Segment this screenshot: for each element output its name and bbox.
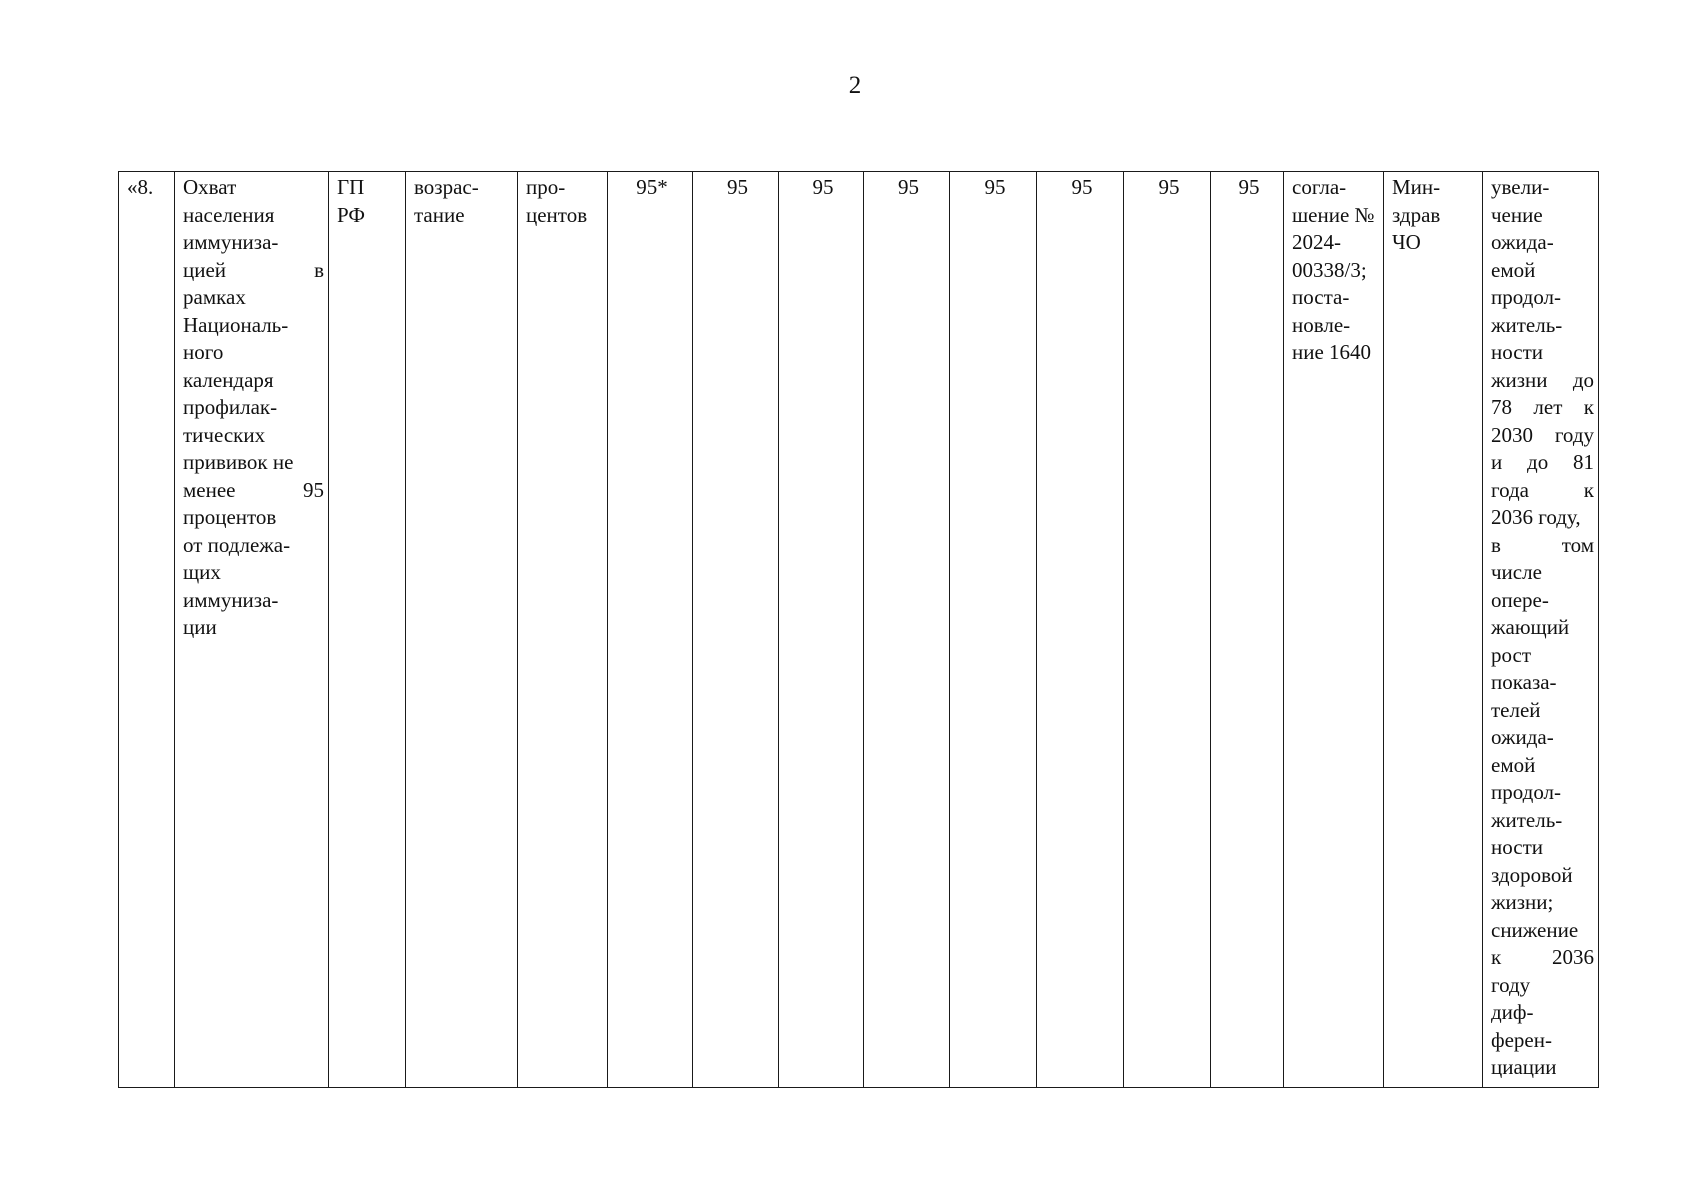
text-line: чение bbox=[1491, 202, 1543, 227]
value-cell bbox=[1037, 172, 1124, 1088]
text-line: опере- bbox=[1491, 587, 1549, 612]
text-line bbox=[183, 257, 324, 285]
word: году bbox=[1554, 422, 1594, 447]
text-line: календаря bbox=[183, 367, 274, 392]
national-goal bbox=[1491, 174, 1594, 1082]
indicator-name-cell bbox=[175, 172, 329, 1088]
text-line: шение № bbox=[1292, 202, 1375, 227]
level bbox=[337, 174, 401, 229]
document-reference bbox=[1292, 174, 1379, 367]
word: до bbox=[1527, 450, 1549, 474]
row-number-cell bbox=[119, 172, 175, 1088]
text-line: телей bbox=[1491, 697, 1541, 722]
text-line: продол- bbox=[1491, 780, 1562, 804]
text-line: увели- bbox=[1491, 175, 1550, 199]
word: 2036 bbox=[1552, 945, 1594, 969]
text-line: согла- bbox=[1292, 175, 1347, 199]
text-line: ние 1640 bbox=[1292, 340, 1372, 364]
text-line: процентов bbox=[183, 505, 277, 529]
value-cell bbox=[1211, 172, 1284, 1088]
word: цией bbox=[183, 257, 227, 282]
row-number: «8. bbox=[127, 175, 154, 199]
text-line: новле- bbox=[1292, 312, 1351, 337]
value-cell bbox=[693, 172, 779, 1088]
word: к bbox=[1491, 945, 1502, 969]
word: к bbox=[1583, 477, 1594, 502]
text-line: емой bbox=[1491, 257, 1536, 282]
text-line: ГП bbox=[337, 175, 365, 199]
text-line: тических bbox=[183, 422, 266, 447]
text-line: ного bbox=[183, 340, 224, 364]
text-line: ции bbox=[183, 615, 217, 639]
unit bbox=[526, 174, 603, 229]
unit-cell bbox=[518, 172, 608, 1088]
word: и bbox=[1491, 450, 1503, 474]
word: менее bbox=[183, 477, 236, 502]
text-line: щих bbox=[183, 560, 221, 584]
word: года bbox=[1491, 477, 1529, 502]
text-line: ности bbox=[1491, 835, 1543, 859]
text-line: центов bbox=[526, 202, 588, 227]
trend bbox=[414, 174, 513, 229]
text-line: иммуниза- bbox=[183, 230, 279, 254]
text-line: циации bbox=[1491, 1055, 1557, 1079]
word: до bbox=[1572, 367, 1594, 392]
word: в bbox=[1491, 532, 1501, 557]
text-line: ЧО bbox=[1392, 230, 1421, 254]
text-line: про- bbox=[526, 175, 566, 199]
text-line: продол- bbox=[1491, 285, 1562, 309]
text-line: возрас- bbox=[414, 175, 479, 199]
value-cell bbox=[864, 172, 950, 1088]
value-text: 95* bbox=[636, 175, 668, 199]
text-line: 2036 году, bbox=[1491, 505, 1581, 529]
value-cell bbox=[950, 172, 1037, 1088]
word: в bbox=[314, 257, 324, 282]
word: лет bbox=[1533, 395, 1563, 419]
word: 78 bbox=[1491, 395, 1512, 419]
word: жизни bbox=[1491, 367, 1548, 392]
text-line: житель- bbox=[1491, 312, 1563, 337]
text-line bbox=[1491, 422, 1594, 450]
text-line bbox=[1491, 944, 1594, 972]
goal-cell bbox=[1483, 172, 1599, 1088]
text-line: ожида- bbox=[1491, 230, 1554, 254]
text-line: населения bbox=[183, 202, 275, 227]
value-text: 95 bbox=[1158, 175, 1180, 199]
text-line bbox=[1491, 449, 1594, 477]
indicator-name bbox=[183, 174, 324, 642]
text-line: 2024- bbox=[1292, 230, 1341, 254]
value-cell bbox=[608, 172, 693, 1088]
word: 95 bbox=[303, 477, 324, 502]
responsible-cell bbox=[1384, 172, 1483, 1088]
text-line bbox=[183, 477, 324, 505]
value-text: 95 bbox=[898, 175, 919, 199]
document-cell bbox=[1284, 172, 1384, 1088]
word: 81 bbox=[1573, 450, 1594, 474]
text-line: снижение bbox=[1491, 917, 1579, 942]
value-cell bbox=[1124, 172, 1211, 1088]
value-text: 95 bbox=[727, 175, 748, 199]
text-line: числе bbox=[1491, 560, 1542, 584]
responsible bbox=[1392, 174, 1478, 257]
value-text: 95 bbox=[1238, 175, 1260, 199]
text-line: Охват bbox=[183, 175, 237, 199]
page-number: 2 bbox=[848, 72, 862, 99]
text-line: профилак- bbox=[183, 395, 278, 419]
text-line: году bbox=[1491, 972, 1531, 997]
text-line: диф- bbox=[1491, 1000, 1534, 1024]
text-line: здоровой bbox=[1491, 862, 1573, 887]
text-line: РФ bbox=[337, 202, 365, 227]
text-line: от подлежа- bbox=[183, 532, 291, 557]
text-line: иммуниза- bbox=[183, 587, 279, 612]
text-line: жающий bbox=[1491, 615, 1570, 639]
text-line: показа- bbox=[1491, 670, 1557, 694]
value-text: 95 bbox=[984, 175, 1006, 199]
text-line: рост bbox=[1491, 642, 1532, 667]
text-line bbox=[1491, 477, 1594, 505]
text-line bbox=[1491, 532, 1594, 560]
text-line: поста- bbox=[1292, 285, 1350, 309]
word: том bbox=[1561, 532, 1594, 557]
text-line bbox=[1491, 367, 1594, 395]
text-line: рамках bbox=[183, 285, 246, 309]
text-line: ожида- bbox=[1491, 725, 1554, 749]
text-line bbox=[1491, 394, 1594, 422]
trend-cell bbox=[406, 172, 518, 1088]
level-cell bbox=[329, 172, 406, 1088]
text-line: ности bbox=[1491, 340, 1543, 364]
word: к bbox=[1583, 395, 1594, 419]
value-text: 95 bbox=[1071, 175, 1093, 199]
text-line: ферен- bbox=[1491, 1027, 1552, 1052]
text-line: здрав bbox=[1392, 202, 1441, 227]
table-row bbox=[119, 172, 1599, 1088]
text-line: жизни; bbox=[1491, 890, 1554, 914]
text-line: емой bbox=[1491, 752, 1536, 777]
text-line: житель- bbox=[1491, 807, 1563, 832]
text-line: прививок не bbox=[183, 450, 294, 474]
text-line: тание bbox=[414, 202, 465, 227]
text-line: 00338/3; bbox=[1292, 257, 1367, 282]
value-text: 95 bbox=[812, 175, 834, 199]
text-line: Националь- bbox=[183, 312, 289, 337]
indicator-table bbox=[118, 171, 1599, 1088]
text-line: Мин- bbox=[1392, 175, 1441, 199]
word: 2030 bbox=[1491, 422, 1533, 447]
value-cell bbox=[779, 172, 864, 1088]
